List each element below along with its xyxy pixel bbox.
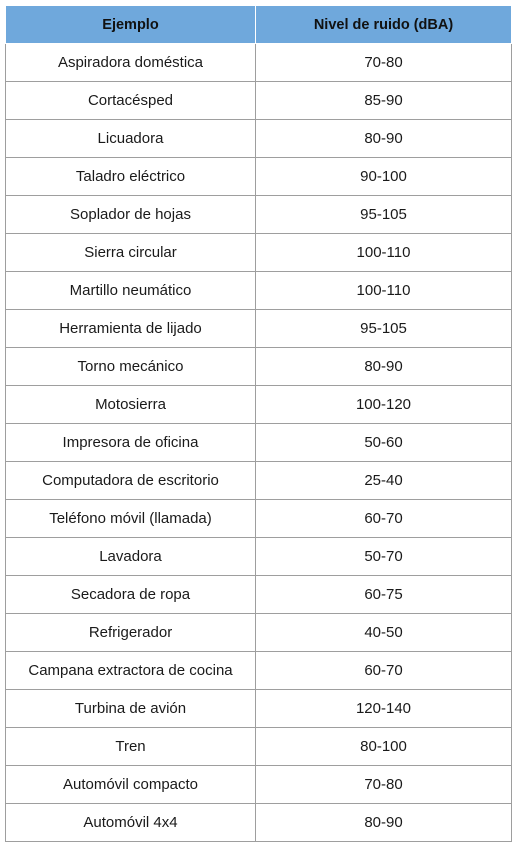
noise-level-cell: 80-90 (256, 348, 512, 386)
table-row (6, 82, 512, 120)
noise-level-cell: 85-90 (256, 82, 512, 120)
noise-level-cell: 70-80 (256, 44, 512, 82)
noise-table-container (5, 5, 511, 842)
table-row (6, 462, 512, 500)
noise-level-cell: 60-70 (256, 652, 512, 690)
noise-level-cell: 95-105 (256, 196, 512, 234)
table-row (6, 652, 512, 690)
noise-level-cell: 25-40 (256, 462, 512, 500)
table-row (6, 196, 512, 234)
example-cell: Martillo neumático (6, 272, 256, 310)
table-row (6, 158, 512, 196)
example-cell: Teléfono móvil (llamada) (6, 500, 256, 538)
noise-level-cell: 80-100 (256, 728, 512, 766)
noise-level-cell: 95-105 (256, 310, 512, 348)
table-row (6, 348, 512, 386)
example-cell: Torno mecánico (6, 348, 256, 386)
example-cell: Tren (6, 728, 256, 766)
table-row (6, 234, 512, 272)
noise-level-cell: 60-70 (256, 500, 512, 538)
example-cell: Aspiradora doméstica (6, 44, 256, 82)
noise-level-cell: 70-80 (256, 766, 512, 804)
noise-level-cell: 80-90 (256, 120, 512, 158)
table-row (6, 576, 512, 614)
example-cell: Campana extractora de cocina (6, 652, 256, 690)
example-cell: Cortacésped (6, 82, 256, 120)
noise-level-cell: 100-110 (256, 234, 512, 272)
table-row (6, 500, 512, 538)
table-row (6, 272, 512, 310)
example-cell: Impresora de oficina (6, 424, 256, 462)
table-row (6, 690, 512, 728)
noise-level-cell: 60-75 (256, 576, 512, 614)
noise-level-cell: 50-60 (256, 424, 512, 462)
table-row (6, 728, 512, 766)
noise-level-cell: 40-50 (256, 614, 512, 652)
example-cell: Automóvil 4x4 (6, 804, 256, 842)
example-cell: Refrigerador (6, 614, 256, 652)
table-header-row (6, 6, 512, 44)
example-cell: Computadora de escritorio (6, 462, 256, 500)
noise-level-cell: 120-140 (256, 690, 512, 728)
noise-level-cell: 50-70 (256, 538, 512, 576)
header-noise-level: Nivel de ruido (dBA) (256, 6, 512, 44)
table-row (6, 538, 512, 576)
header-example: Ejemplo (6, 6, 256, 44)
example-cell: Soplador de hojas (6, 196, 256, 234)
example-cell: Taladro eléctrico (6, 158, 256, 196)
table-body (6, 44, 512, 842)
table-row (6, 804, 512, 842)
table-row (6, 44, 512, 82)
example-cell: Sierra circular (6, 234, 256, 272)
noise-level-cell: 90-100 (256, 158, 512, 196)
noise-level-table (5, 5, 512, 842)
table-row (6, 614, 512, 652)
noise-level-cell: 100-120 (256, 386, 512, 424)
example-cell: Licuadora (6, 120, 256, 158)
noise-level-cell: 80-90 (256, 804, 512, 842)
example-cell: Secadora de ropa (6, 576, 256, 614)
example-cell: Motosierra (6, 386, 256, 424)
table-row (6, 386, 512, 424)
table-row (6, 766, 512, 804)
noise-level-cell: 100-110 (256, 272, 512, 310)
table-row (6, 424, 512, 462)
table-row (6, 120, 512, 158)
example-cell: Herramienta de lijado (6, 310, 256, 348)
table-row (6, 310, 512, 348)
example-cell: Automóvil compacto (6, 766, 256, 804)
example-cell: Lavadora (6, 538, 256, 576)
example-cell: Turbina de avión (6, 690, 256, 728)
